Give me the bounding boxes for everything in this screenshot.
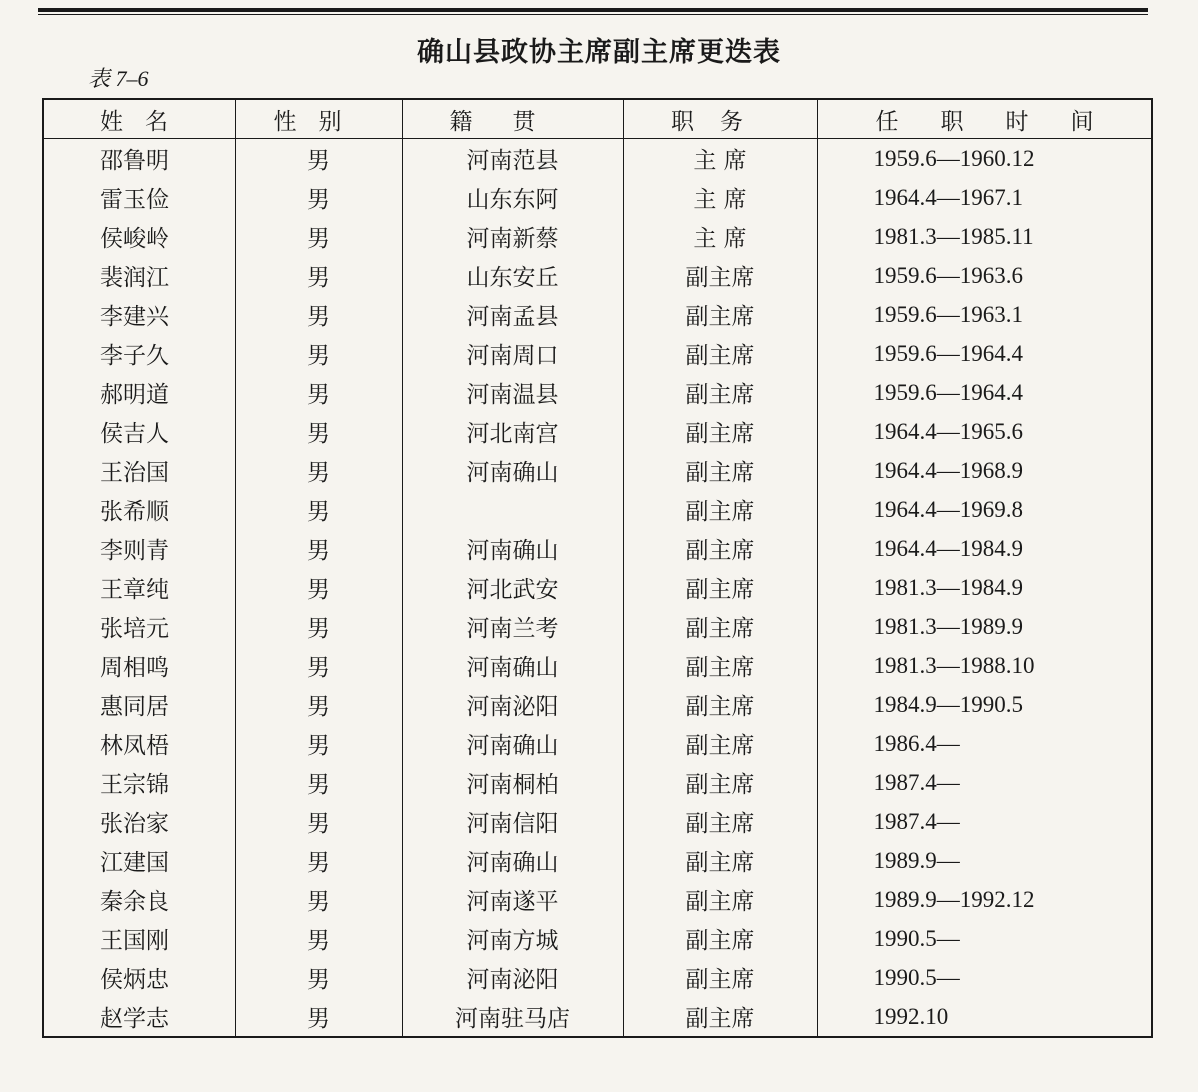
header-position: 职务 (623, 99, 817, 139)
cell-origin: 山东安丘 (402, 256, 623, 295)
cell-position: 副主席 (623, 412, 817, 451)
cell-position: 副主席 (623, 919, 817, 958)
cell-position: 副主席 (623, 295, 817, 334)
cell-origin: 河南遂平 (402, 880, 623, 919)
cell-origin: 河南新蔡 (402, 217, 623, 256)
header-name: 姓名 (43, 99, 235, 139)
top-rule-thin (38, 14, 1148, 15)
cell-gender: 男 (235, 685, 402, 724)
table-row (43, 880, 1152, 919)
cell-name: 王宗锦 (43, 763, 235, 802)
cell-gender: 男 (235, 568, 402, 607)
cell-term: 1964.4—1984.9 (873, 535, 1023, 561)
cell-position: 副主席 (623, 880, 817, 919)
cell-gender: 男 (235, 529, 402, 568)
cell-term: 1992.10 (873, 1003, 949, 1029)
cell-term: 1964.4—1969.8 (873, 496, 1023, 522)
cell-gender: 男 (235, 724, 402, 763)
cell-position: 副主席 (623, 646, 817, 685)
cell-term: 1959.6—1964.4 (873, 379, 1023, 405)
cell-term: 1989.9—1992.12 (873, 886, 1035, 912)
cell-position: 副主席 (623, 334, 817, 373)
cell-gender: 男 (235, 763, 402, 802)
cell-origin: 河南确山 (402, 646, 623, 685)
cell-name: 李子久 (43, 334, 235, 373)
cell-position: 副主席 (623, 997, 817, 1037)
cell-position: 副主席 (623, 568, 817, 607)
table-row (43, 373, 1152, 412)
table-row (43, 217, 1152, 256)
cell-position: 副主席 (623, 724, 817, 763)
cell-name: 惠同居 (43, 685, 235, 724)
cell-gender: 男 (235, 880, 402, 919)
cell-term: 1987.4— (873, 769, 960, 795)
cell-name: 赵学志 (43, 997, 235, 1037)
cell-term: 1959.6—1964.4 (873, 340, 1023, 366)
cell-term: 1981.3—1988.10 (873, 652, 1035, 678)
cell-term: 1990.5— (873, 925, 960, 951)
cell-name: 江建国 (43, 841, 235, 880)
cell-origin: 山东东阿 (402, 178, 623, 217)
cell-name: 侯峻岭 (43, 217, 235, 256)
cell-position: 副主席 (623, 841, 817, 880)
cell-gender: 男 (235, 958, 402, 997)
cell-gender: 男 (235, 802, 402, 841)
cell-name: 裴润江 (43, 256, 235, 295)
table-row (43, 178, 1152, 217)
cell-term: 1981.3—1985.11 (873, 223, 1034, 249)
table-row (43, 451, 1152, 490)
cell-gender: 男 (235, 997, 402, 1037)
cell-term: 1959.6—1963.6 (873, 262, 1023, 288)
cell-position: 主 席 (623, 217, 817, 256)
cell-name: 林凤梧 (43, 724, 235, 763)
cell-position: 副主席 (623, 958, 817, 997)
cell-origin: 河北武安 (402, 568, 623, 607)
cell-name: 侯炳忠 (43, 958, 235, 997)
header-gender: 性别 (235, 99, 402, 139)
cell-name: 王治国 (43, 451, 235, 490)
cell-origin (402, 490, 623, 529)
cell-position: 副主席 (623, 490, 817, 529)
cell-name: 张治家 (43, 802, 235, 841)
header-term: 任职时间 (817, 99, 1152, 139)
cell-term: 1986.4— (873, 730, 960, 756)
cell-term: 1989.9— (873, 847, 960, 873)
cell-gender: 男 (235, 451, 402, 490)
cell-name: 李建兴 (43, 295, 235, 334)
cell-term: 1959.6—1963.1 (873, 301, 1023, 327)
cell-origin: 河南兰考 (402, 607, 623, 646)
cell-origin: 河南确山 (402, 841, 623, 880)
cell-name: 王国刚 (43, 919, 235, 958)
cell-origin: 河南孟县 (402, 295, 623, 334)
cell-position: 主 席 (623, 139, 817, 179)
cell-position: 副主席 (623, 256, 817, 295)
table-row (43, 802, 1152, 841)
table-row (43, 568, 1152, 607)
table-label: 表 7–6 (88, 66, 149, 91)
cell-origin: 河南确山 (402, 724, 623, 763)
header-origin: 籍贯 (402, 99, 623, 139)
cell-origin: 河南泌阳 (402, 958, 623, 997)
cell-name: 张培元 (43, 607, 235, 646)
cell-gender: 男 (235, 334, 402, 373)
cell-name: 邵鲁明 (43, 139, 235, 179)
cell-term: 1984.9—1990.5 (873, 691, 1023, 717)
cell-origin: 河南确山 (402, 451, 623, 490)
cell-gender: 男 (235, 607, 402, 646)
table-row (43, 334, 1152, 373)
table-row (43, 529, 1152, 568)
cell-name: 雷玉俭 (43, 178, 235, 217)
table-row (43, 295, 1152, 334)
table-body (43, 139, 1152, 1038)
cell-origin: 河南确山 (402, 529, 623, 568)
cell-term: 1981.3—1989.9 (873, 613, 1023, 639)
table-row (43, 490, 1152, 529)
cell-gender: 男 (235, 412, 402, 451)
cell-gender: 男 (235, 256, 402, 295)
table-row (43, 412, 1152, 451)
cell-position: 副主席 (623, 607, 817, 646)
table-row (43, 685, 1152, 724)
table-row (43, 958, 1152, 997)
cell-origin: 河北南宫 (402, 412, 623, 451)
cell-origin: 河南方城 (402, 919, 623, 958)
cell-term: 1959.6—1960.12 (873, 145, 1035, 171)
cell-gender: 男 (235, 373, 402, 412)
cell-position: 主 席 (623, 178, 817, 217)
cell-term: 1987.4— (873, 808, 960, 834)
cell-origin: 河南信阳 (402, 802, 623, 841)
table-row (43, 256, 1152, 295)
cell-origin: 河南泌阳 (402, 685, 623, 724)
cell-name: 周相鸣 (43, 646, 235, 685)
cell-position: 副主席 (623, 685, 817, 724)
cell-gender: 男 (235, 490, 402, 529)
cell-position: 副主席 (623, 802, 817, 841)
cell-term: 1964.4—1967.1 (873, 184, 1023, 210)
cell-name: 王章纯 (43, 568, 235, 607)
table-row (43, 763, 1152, 802)
cell-gender: 男 (235, 646, 402, 685)
cell-term: 1990.5— (873, 964, 960, 990)
cell-position: 副主席 (623, 451, 817, 490)
cell-term: 1964.4—1968.9 (873, 457, 1023, 483)
cell-origin: 河南驻马店 (402, 997, 623, 1037)
cell-origin: 河南温县 (402, 373, 623, 412)
cell-gender: 男 (235, 178, 402, 217)
cell-origin: 河南周口 (402, 334, 623, 373)
cell-origin: 河南范县 (402, 139, 623, 179)
table-row (43, 997, 1152, 1037)
cell-name: 侯吉人 (43, 412, 235, 451)
table-header-row (43, 99, 1152, 139)
cell-position: 副主席 (623, 763, 817, 802)
table-row (43, 139, 1152, 179)
cell-gender: 男 (235, 139, 402, 179)
top-rule-thick (38, 8, 1148, 12)
cell-origin: 河南桐柏 (402, 763, 623, 802)
cell-gender: 男 (235, 295, 402, 334)
cell-name: 张希顺 (43, 490, 235, 529)
cell-name: 秦余良 (43, 880, 235, 919)
cell-position: 副主席 (623, 529, 817, 568)
cell-term: 1964.4—1965.6 (873, 418, 1023, 444)
page-title: 确山县政协主席副主席更迭表 (417, 37, 781, 68)
cell-term: 1981.3—1984.9 (873, 574, 1023, 600)
cell-gender: 男 (235, 217, 402, 256)
table-row (43, 841, 1152, 880)
table-row (43, 646, 1152, 685)
chairman-table (42, 98, 1153, 1038)
table-row (43, 607, 1152, 646)
cell-gender: 男 (235, 919, 402, 958)
cell-name: 李则青 (43, 529, 235, 568)
cell-position: 副主席 (623, 373, 817, 412)
cell-gender: 男 (235, 841, 402, 880)
cell-name: 郝明道 (43, 373, 235, 412)
table-row (43, 919, 1152, 958)
table-row (43, 724, 1152, 763)
